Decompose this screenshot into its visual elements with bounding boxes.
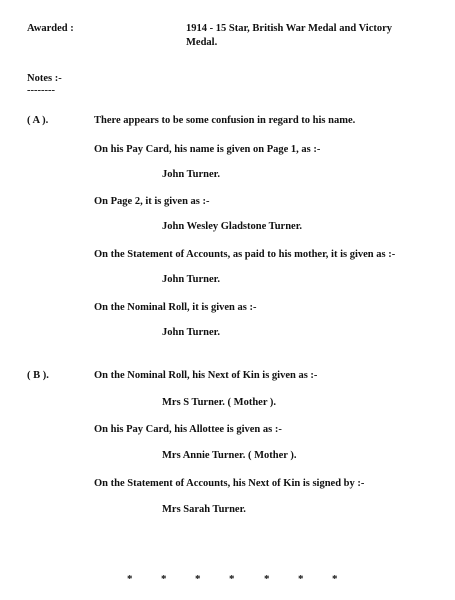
section-b-entry-1-value: Mrs S Turner. ( Mother ). <box>162 397 277 408</box>
section-a-entry-2-text: On Page 2, it is given as :- <box>94 196 210 207</box>
footer-stars <box>0 572 455 586</box>
footer-star: * <box>229 573 235 585</box>
section-b-entry-2-text: On his Pay Card, his Allottee is given as :- <box>94 424 282 435</box>
section-b-entry-3-value: Mrs Sarah Turner. <box>162 504 246 515</box>
section-b-marker: ( B ). <box>27 370 49 381</box>
footer-star: * <box>298 573 304 585</box>
section-a-entry-4-value: John Turner. <box>162 327 220 338</box>
notes-underline: -------- <box>27 85 55 96</box>
section-b-entry-1-text: On the Nominal Roll, his Next of Kin is given as :- <box>94 370 318 381</box>
section-a-intro: There appears to be some confusion in regard to his name. <box>94 115 356 126</box>
section-a-marker: ( A ). <box>27 115 49 126</box>
awarded-value-line-2: Medal. <box>186 37 218 48</box>
section-a-entry-3-value: John Turner. <box>162 274 220 285</box>
notes-heading: Notes :- <box>27 73 62 84</box>
footer-star: * <box>332 573 338 585</box>
awarded-value-line-1: 1914 - 15 Star, British War Medal and Victory <box>186 23 393 34</box>
section-a-entry-2-value: John Wesley Gladstone Turner. <box>162 221 303 232</box>
footer-star: * <box>161 573 167 585</box>
section-a-entry-1-text: On his Pay Card, his name is given on Page 1, as :- <box>94 144 321 155</box>
footer-star: * <box>195 573 201 585</box>
awarded-label: Awarded : <box>27 23 74 34</box>
section-b-entry-3-text: On the Statement of Accounts, his Next of Kin is signed by :- <box>94 478 365 489</box>
section-a-entry-1-value: John Turner. <box>162 169 220 180</box>
section-a-entry-4-text: On the Nominal Roll, it is given as :- <box>94 302 257 313</box>
footer-star: * <box>264 573 270 585</box>
footer-star: * <box>127 573 133 585</box>
section-b-entry-2-value: Mrs Annie Turner. ( Mother ). <box>162 450 297 461</box>
section-a-entry-3-text: On the Statement of Accounts, as paid to his mother, it is given as :- <box>94 249 396 260</box>
